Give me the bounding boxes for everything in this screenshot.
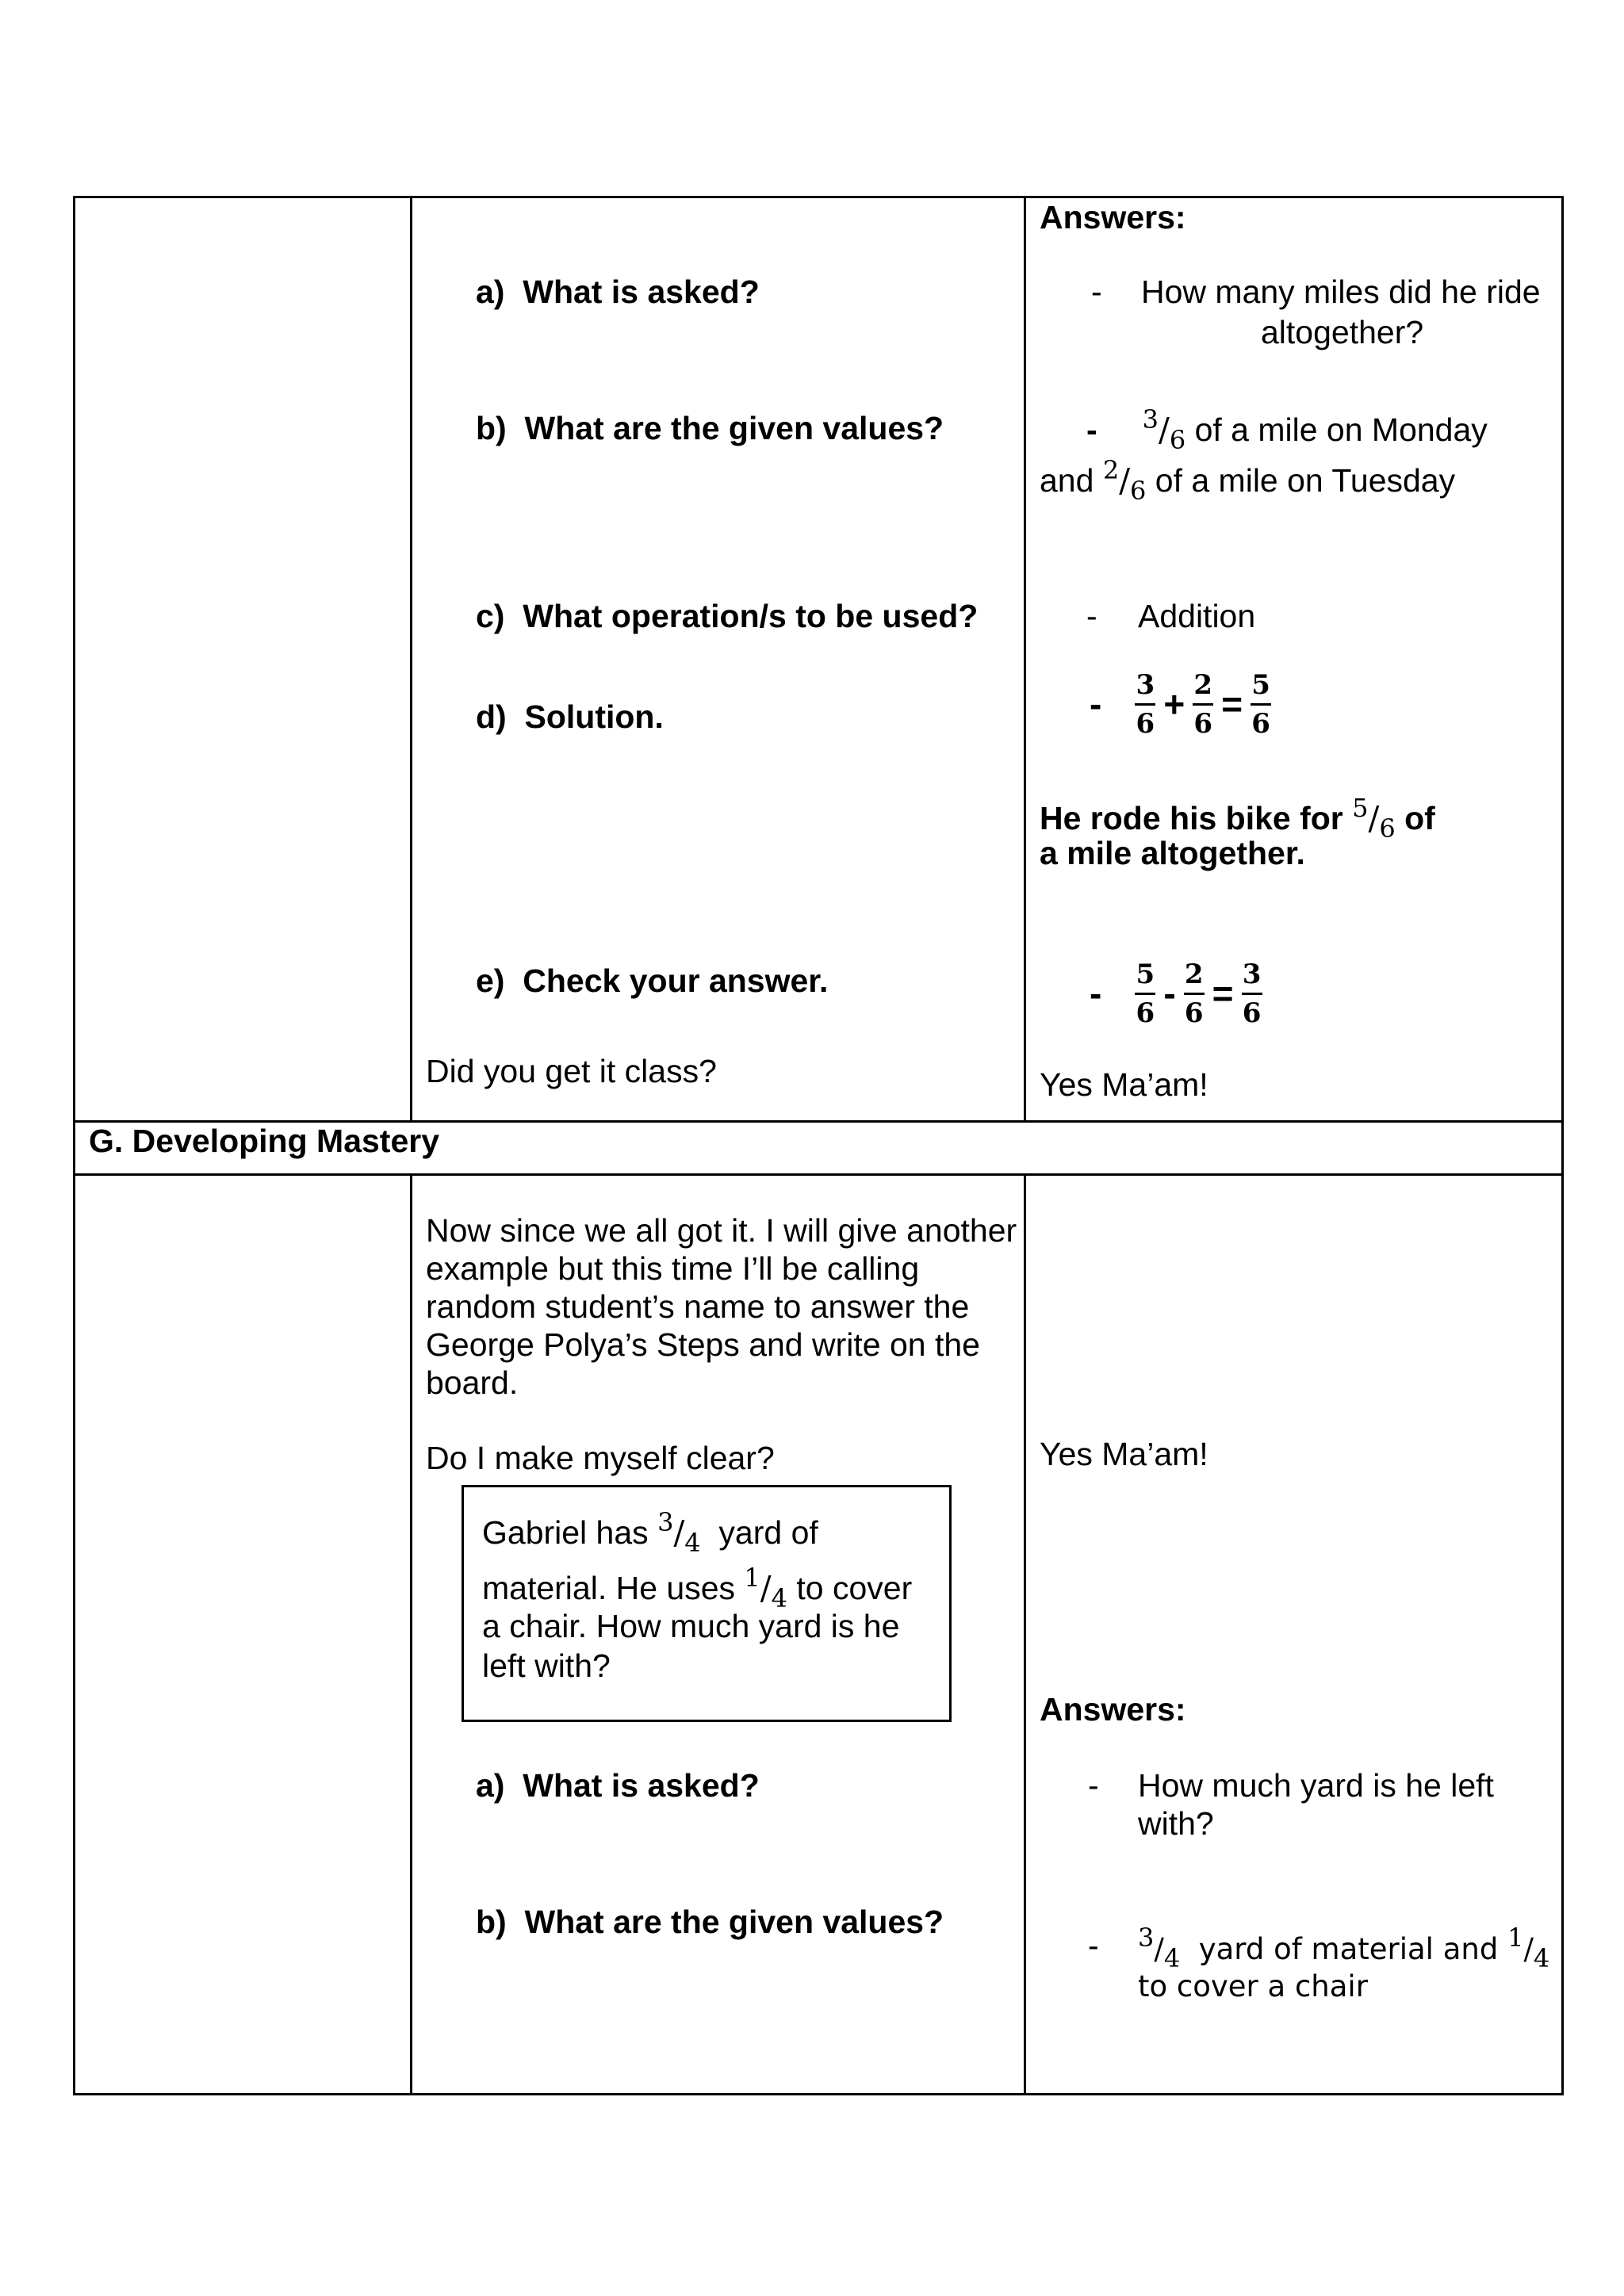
col-divider-2-top [1024, 196, 1026, 1122]
question-letter: b) [476, 410, 507, 446]
conclusion-line2: a mile altogether. [1040, 835, 1305, 871]
answers-heading-top: Answers: [1040, 199, 1186, 235]
fraction: $^3/_4$ [657, 1507, 701, 1558]
fraction: 5 6 [1251, 668, 1270, 740]
fraction: $^1/_4$ [1507, 1923, 1550, 1973]
answer-c-dash: - [1086, 598, 1097, 634]
question-letter: a) [476, 1767, 505, 1804]
bottom-answer-b-line2: to cover a chair [1138, 1969, 1368, 2003]
bottom-question-b [476, 1903, 944, 1941]
question-text: Solution. [524, 698, 664, 735]
intro-line-4: George Polya’s Steps and write on the [426, 1326, 980, 1363]
fraction: 2 6 [1193, 668, 1213, 740]
top-question-e [476, 962, 828, 1000]
top-question-b [476, 409, 944, 447]
problem-line-3: a chair. How much yard is he [482, 1608, 900, 1644]
question-letter: e) [476, 962, 505, 999]
answer-c-text: Addition [1138, 598, 1256, 634]
answer-b-and: and [1040, 462, 1094, 499]
bottom-answer-b-line1: $^3/_4$ yard of material and $^1/_4$ [1138, 1923, 1550, 1973]
intro-line-2: example but this time I’ll be calling [426, 1250, 920, 1287]
problem-line-1: Gabriel has $^3/_4$ yard of [482, 1507, 818, 1558]
answer-b-line2 [1040, 451, 1455, 510]
intro-line-5: board. [426, 1364, 519, 1401]
table-bottom-border [73, 2093, 1564, 2095]
teacher-prompt: Did you get it class? [426, 1053, 717, 1089]
fraction: $^1/_4$ [744, 1563, 787, 1613]
student-reply-top: Yes Ma’am! [1040, 1066, 1208, 1103]
fraction: $^3/_4$ [1138, 1923, 1181, 1973]
bottom-question-a [476, 1766, 760, 1804]
question-letter: b) [476, 1904, 507, 1940]
dash: - [1090, 973, 1102, 1014]
fraction: $^3/_6$ [1142, 404, 1186, 455]
question-letter: a) [476, 274, 505, 310]
problem-line-4: left with? [482, 1647, 611, 1684]
top-question-a [476, 273, 760, 311]
equals-sign: = [1221, 683, 1243, 725]
fraction: $^5/_6$ [1352, 793, 1396, 844]
answer-b-text1: of a mile on Monday [1194, 411, 1488, 448]
top-question-d [476, 698, 664, 736]
col-divider-1-top [410, 196, 412, 1122]
answer-a-dash: - [1091, 274, 1102, 310]
question-text: Check your answer. [523, 962, 829, 999]
fraction: 5 6 [1136, 958, 1155, 1029]
table-right-border [1561, 196, 1564, 2095]
bottom-answer-a-line2: with? [1138, 1805, 1214, 1842]
bottom-answer-a-dash: - [1088, 1767, 1099, 1804]
question-text: What are the given values? [524, 1904, 944, 1940]
bottom-reply: Yes Ma’am! [1040, 1436, 1208, 1472]
col-divider-1-bottom [410, 1173, 412, 2095]
question-text: What is asked? [523, 1767, 760, 1804]
col-divider-2-bottom [1024, 1173, 1026, 2095]
bottom-prompt: Do I make myself clear? [426, 1440, 775, 1476]
bottom-answer-b-dash: - [1088, 1927, 1099, 1964]
answer-a-line1: How many miles did he ride [1141, 274, 1541, 310]
fraction: 2 6 [1184, 958, 1204, 1029]
question-text: What operation/s to be used? [523, 598, 979, 634]
minus-sign: - [1163, 973, 1176, 1014]
table-top-border [73, 196, 1564, 198]
answers-heading-bottom: Answers: [1040, 1691, 1186, 1728]
top-question-c [476, 597, 978, 635]
solution-equation [1086, 664, 1276, 744]
bottom-answer-a-line1: How much yard is he left [1138, 1767, 1494, 1804]
answer-a-line2: altogether? [1261, 314, 1424, 350]
question-text: What are the given values? [524, 410, 944, 446]
question-letter: d) [476, 698, 507, 735]
equals-sign: = [1212, 973, 1234, 1014]
plus-sign: + [1163, 683, 1185, 725]
question-text: What is asked? [523, 274, 760, 310]
check-equation [1086, 954, 1267, 1033]
intro-line-1: Now since we all got it. I will give another [426, 1212, 1017, 1249]
conclusion-line1: He rode his bike for $^5/_6$ of [1040, 793, 1435, 844]
dash: - [1090, 683, 1102, 725]
dash: - [1086, 411, 1097, 448]
question-letter: c) [476, 598, 505, 634]
fraction: 3 6 [1242, 958, 1262, 1029]
answer-b-text2: of a mile on Tuesday [1155, 462, 1456, 499]
fraction: 3 6 [1136, 668, 1155, 740]
section-g-title: G. Developing Mastery [89, 1123, 440, 1159]
intro-line-3: random student’s name to answer the [426, 1288, 970, 1325]
answer-b-line1 [1086, 400, 1488, 459]
problem-line-2: material. He uses $^1/_4$ to cover [482, 1563, 913, 1613]
table-left-border [73, 196, 75, 2095]
row-divider-after-g [73, 1173, 1564, 1176]
fraction: $^2/_6$ [1102, 455, 1147, 506]
